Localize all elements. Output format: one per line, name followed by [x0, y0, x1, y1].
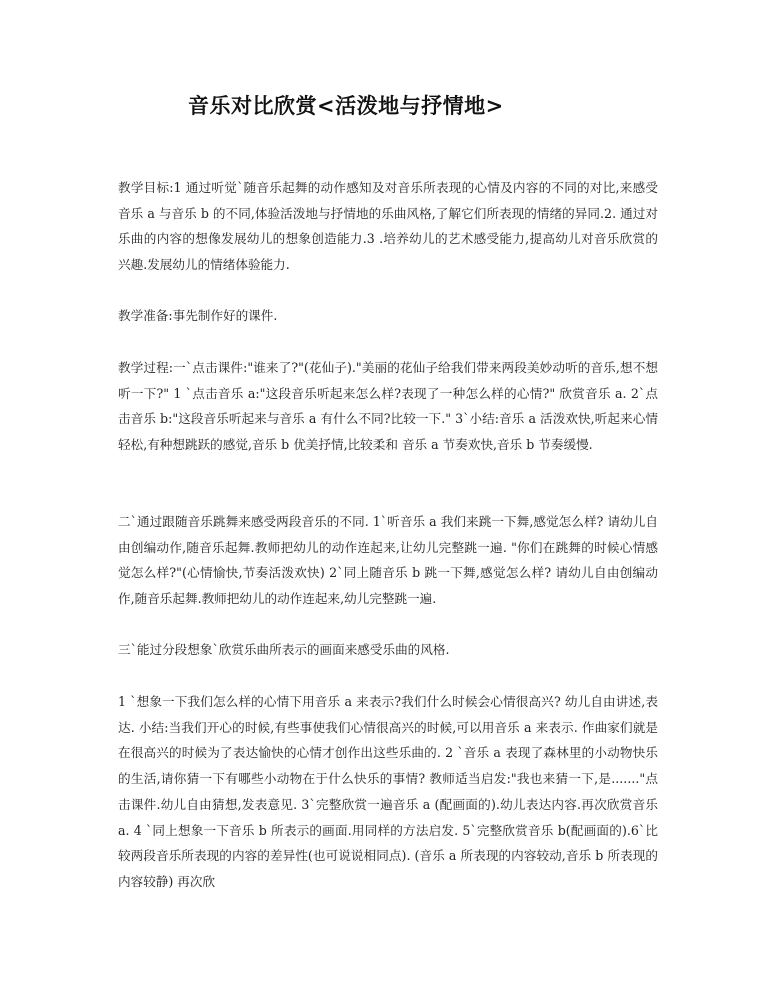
- paragraph-teaching-goals: 教学目标:1 通过听觉`随音乐起舞的动作感知及对音乐所表现的心情及内容的不同的对比,来感受音乐 a 与音乐 b 的不同,体验活泼地与抒情地的乐曲风格,了解它们所表现的情绪的异同.2. 通过对乐曲的内容的想像发展幼儿的想象创造能力.3 .培养幼儿的艺术感受能力,提高幼儿对音乐欣赏的兴趣.发展幼儿的情绪体验能力.: [118, 180, 658, 273]
- paragraph-teaching-process: 教学过程:一`点击课件:"谁来了?"(花仙子)."美丽的花仙子给我们带来两段美妙动听的音乐,想不想听一下?" 1 `点击音乐 a:"这段音乐听起来怎么样?表现了一种怎么样的心情?" 欣赏音乐 a. 2`点击音乐 b:"这段音乐听起来与音乐 a 有什么不同?比较一下." 3`小结:音乐 a 活泼欢快,听起来心情轻松,有种想跳跃的感觉,音乐 b 优美抒情,比较柔和 音乐 a 节奏欢快,音乐 b 节奏缓慢.: [118, 360, 658, 453]
- paragraph-imagination-details: 1 `想象一下我们怎么样的心情下用音乐 a 来表示?我们什么时候会心情很高兴? 幼儿自由讲述,表达. 小结:当我们开心的时候,有些事使我们心情很高兴的时候,可以用音乐 a 来表示. 作曲家们就是在很高兴的时候为了表达愉快的心情才创作出这些乐曲的. 2 `音乐 a 表现了森林里的小动物快乐的生活,请你猜一下有哪些小动物在于什么快乐的事情? 教师适当启发:"我也来猜一下,是......."点击课件.幼儿自由猜想,发表意见. 3`完整欣赏一遍音乐 a (配画面的).幼儿表达内容.再次欣赏音乐 a. 4 `同上想象一下音乐 b 所表示的画面.用同样的方法启发. 5`完整欣赏音乐 b(配画面的).6`比较两段音乐所表现的内容的差异性(也可说说相同点). (音乐 a 所表现的内容较动,音乐 b 所表现的内容较静) 再次欣: [118, 694, 658, 889]
- document-title: 音乐对比欣赏<活泼地与抒情地>: [188, 93, 504, 118]
- paragraph-imagination-section: 三`能过分段想象`欣赏乐曲所表示的画面来感受乐曲的风格.: [118, 642, 450, 657]
- paragraph-teaching-preparation: 教学准备:事先制作好的课件.: [118, 308, 278, 323]
- paragraph-dance-section: 二`通过跟随音乐跳舞来感受两段音乐的不同. 1`听音乐 a 我们来跳一下舞,感觉怎么样? 请幼儿自由创编动作,随音乐起舞.教师把幼儿的动作连起来,让幼儿完整跳一遍. "你们在跳舞的时候心情感觉怎么样?"(心情愉快,节奏活泼欢快) 2`同上随音乐 b 跳一下舞,感觉怎么样? 请幼儿自由创编动作,随音乐起舞.教师把幼儿的动作连起来,幼儿完整跳一遍.: [118, 514, 658, 607]
